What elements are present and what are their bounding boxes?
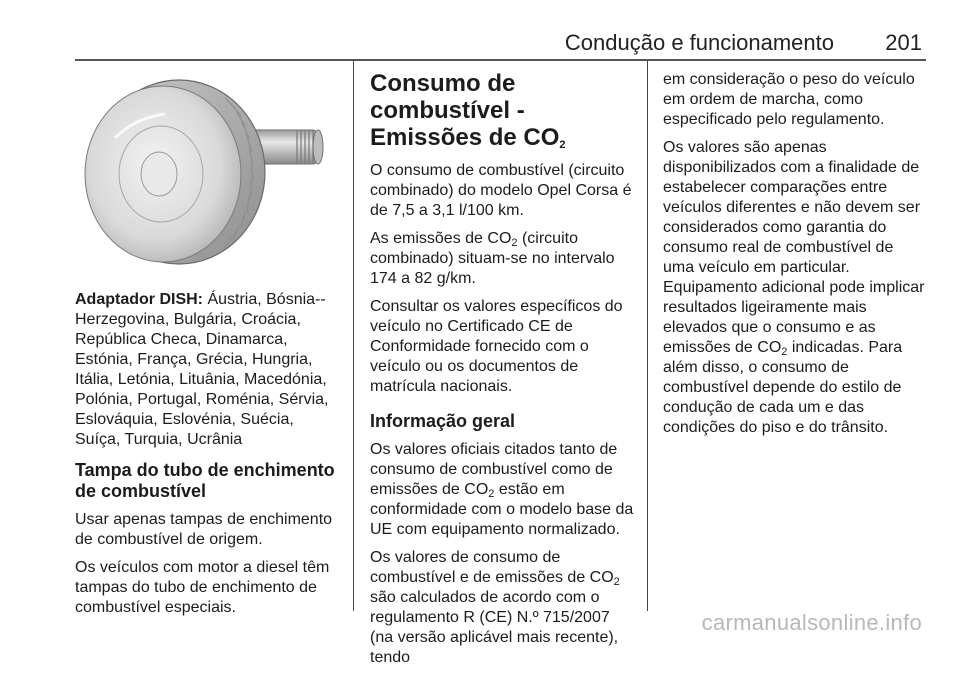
section-heading-consumption: [370, 70, 637, 151]
official-values-text-a: Os valores oficiais citados tanto de consumo de combustível como de emissões de CO: [370, 441, 618, 498]
calculation-text-b: são calculados de acordo com o regulamento R (CE) N.º 715/2007 (na versão aplicável mais recente), tendo: [370, 589, 619, 666]
comparison-subscript: 2: [781, 346, 788, 358]
dish-adapter-countries: Áustria, Bósnia--Herzegovina, Bulgária, Croácia, República Checa, Dinamarca, Estónia, França, Grécia, Hungria, Itália, Letónia, Lituânia, Macedónia, Polónia, Portugal, Roménia, Sérvia, Eslováquia, Eslovénia, Suécia, Suíça, Turquia, Ucrânia: [75, 291, 329, 448]
header-rule: [75, 59, 926, 61]
dish-adapter-label: Adaptador DISH:: [75, 291, 203, 308]
fuel-cap-paragraph-2: Os veículos com motor a diesel têm tampas do tubo de enchimento de combustível especiais.: [75, 559, 330, 616]
heading-text: Consumo de combustível - Emissões de CO: [370, 70, 560, 151]
comparison-text-b: indicadas. Para além disso, o consumo de combustível depende do estilo de condução de cada um e das condições do piso e do trânsito.: [663, 339, 903, 436]
comparison-text-a: Os valores são apenas disponibilizados com a finalidade de estabelecer comparações entre veículos diferentes e não devem ser considerados como garantia do consumo real de combustível de uma veículo em particular. Equipamento adicional pode implicar resultados ligeiramente mais elevados que o consumo e as emissões de CO: [663, 139, 925, 356]
calculation-paragraph: [370, 548, 637, 668]
section-heading-general-info: Informação geral: [370, 411, 516, 431]
calculation-text-a: Os valores de consumo de combustível e de emissões de CO: [370, 549, 614, 586]
section-heading-fuel-cap: Tampa do tubo de enchimento de combustível: [75, 460, 335, 501]
emissions-subscript: 2: [511, 237, 518, 249]
emissions-text-b: (circuito combinado) situam-se no intervalo 174 a 82 g/km.: [370, 230, 615, 287]
page-number: 201: [885, 30, 922, 55]
dish-adapter-paragraph: [75, 290, 343, 450]
emissions-text-a: As emissões de CO: [370, 230, 512, 247]
comparison-paragraph: [663, 138, 928, 438]
official-values-paragraph: [370, 440, 637, 540]
column-middle: [370, 70, 637, 676]
fuel-cap-paragraph-1: Usar apenas tampas de enchimento de combustível de origem.: [75, 511, 333, 548]
consumption-paragraph: O consumo de combustível (circuito combinado) do modelo Opel Corsa é de 7,5 a 3,1 l/100 km.: [370, 162, 632, 219]
official-values-text-b: estão em conformidade com o modelo base da UE com equipamento normalizado.: [370, 481, 634, 538]
dish-adapter-figure: [75, 68, 338, 278]
dish-adapter-icon: [75, 68, 338, 278]
watermark: carmanualsonline.info: [701, 610, 922, 635]
column-divider-left: [353, 61, 354, 611]
column-right: [663, 70, 928, 446]
heading-subscript: 2: [559, 139, 566, 151]
certificate-paragraph: Consultar os valores específicos do veículo no Certificado CE de Conformidade fornecido com o veículo ou os documentos de matrícula nacionais.: [370, 298, 623, 395]
column-left: [75, 290, 343, 626]
calculation-subscript: 2: [613, 576, 620, 588]
running-header-title: Condução e funcionamento: [564, 30, 834, 55]
official-values-subscript: 2: [488, 488, 495, 500]
continuation-paragraph: em consideração o peso do veículo em ordem de marcha, como especificado pelo regulamento.: [663, 71, 915, 128]
column-divider-right: [647, 61, 648, 611]
emissions-paragraph: [370, 229, 637, 289]
